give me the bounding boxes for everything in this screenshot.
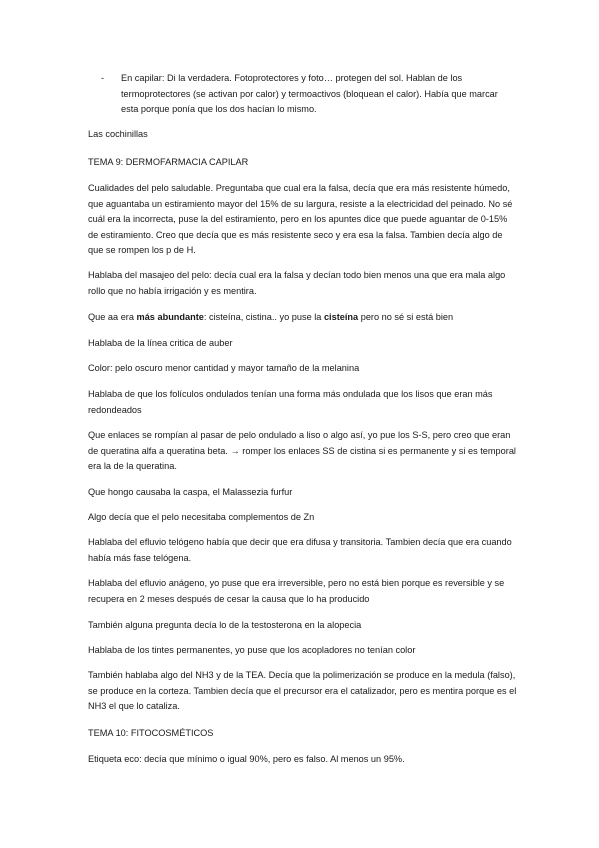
bold-text: más abundante	[136, 312, 204, 322]
paragraph-caspa: Que hongo causaba la caspa, el Malassezia furfur	[88, 487, 293, 497]
paragraph-color: Color: pelo oscuro menor cantidad y mayor tamaño de la melanina	[88, 363, 360, 373]
paragraph-auber: Hablaba de la línea critica de auber	[88, 338, 233, 348]
bold-text: cisteína	[323, 312, 359, 322]
text-segment: : cisteína, cistina.. yo puse la	[203, 312, 324, 322]
paragraph-cochinillas: Las cochinillas	[88, 129, 148, 139]
paragraph-efluvio-anageno: Hablaba del efluvio anágeno, yo puse que era irreversible, pero no está bien porque es reversible y se recupera en 2 meses después de cesar la causa que lo ha producido	[88, 578, 505, 604]
paragraph-enlaces: Que enlaces se rompían al pasar de pelo ondulado a liso o algo así, yo pue los S-S, pero creo que eran de queratina alfa a queratina beta. → romper los enlaces SS de cistina si es permanente y si es temporal era la de la queratina.	[88, 430, 516, 471]
bullet-item	[101, 71, 521, 118]
bullet-text: En capilar: Di la verdadera. Fotoprotectores y foto… protegen del sol. Hablan de los termoprotectores (se activan por calor) y termoactivos (bloquean el calor). Había que marcar esta porque ponía que los dos hacían lo mismo.	[121, 73, 498, 114]
paragraph-aa-abundante	[88, 310, 518, 326]
text-segment: Que aa era	[88, 312, 137, 322]
paragraph-tintes: Hablaba de los tintes permanentes, yo puse que los acopladores no tenían color	[88, 645, 416, 655]
paragraph-cualidades: Cualidades del pelo saludable. Preguntaba que cual era la falsa, decía que era más resistente húmedo, que aguantaba un estiramiento mayor del 15% de su largura, resiste a la electricidad del peinado. No sé cuál era la incorrecta, puse la del estiramiento, pero en los apuntes dice que puede aguantar de 0-15% de estiramiento. Creo que decía que es más resistente seco y era esa la falsa. Tambien decía algo de que se rompen los p de H.	[88, 183, 513, 255]
paragraph-foliculos: Hablaba de que los folículos ondulados tenían una forma más ondulada que los lisos que eran más redondeados	[88, 389, 493, 415]
text-segment: pero no sé si está bien	[358, 312, 454, 322]
paragraph-efluvio-telogeno: Hablaba del efluvio telógeno había que decir que era difusa y transitoria. Tambien decía que era cuando había más fase telógena.	[88, 537, 512, 563]
paragraph-zn: Algo decía que el pelo necesitaba complementos de Zn	[88, 512, 315, 522]
bullet-marker: -	[101, 73, 105, 83]
heading-tema-9: TEMA 9: DERMOFARMACIA CAPILAR	[88, 157, 249, 167]
paragraph-etiqueta-eco: Etiqueta eco: decía que mínimo o igual 90%, pero es falso. Al menos un 95%.	[88, 754, 405, 764]
paragraph-masajeo: Hablaba del masajeo del pelo: decía cual era la falsa y decían todo bien menos una que era mala algo rollo que no había irrigación y es mentira.	[88, 270, 506, 296]
paragraph-nh3-tea: También hablaba algo del NH3 y de la TEA. Decía que la polimerización se produce en la medula (falso), se produce en la corteza. Tambien decía que el precursor era el catalizador, pero es mentira porque es el NH3 el que lo cataliza.	[88, 670, 517, 711]
heading-tema-10: TEMA 10: FITOCOSMÉTICOS	[88, 728, 214, 738]
paragraph-testosterona: También alguna pregunta decía lo de la testosterona en la alopecia	[88, 620, 362, 630]
